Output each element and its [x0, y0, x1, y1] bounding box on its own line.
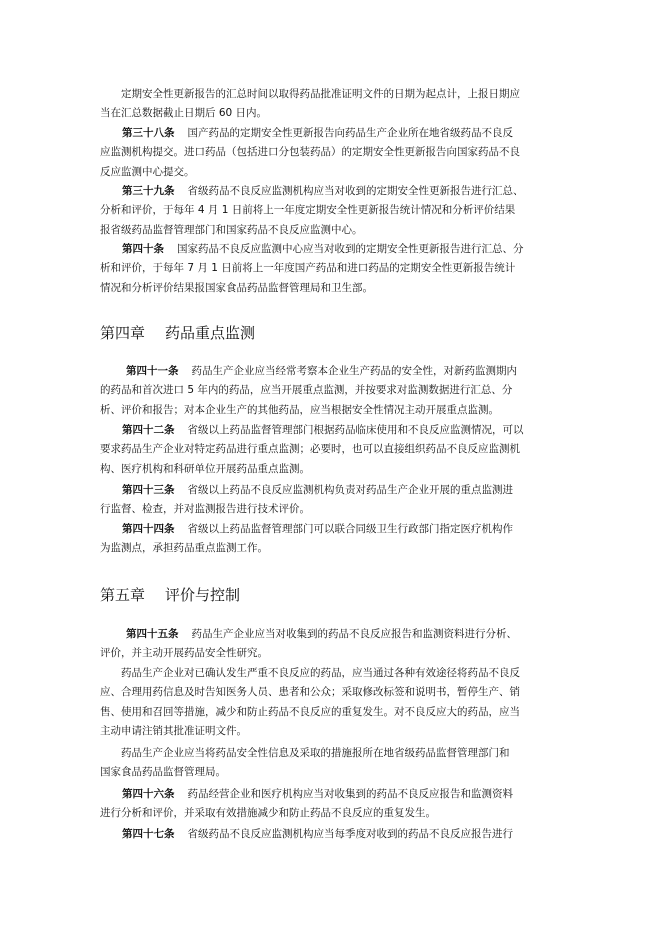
- text-line: 应监测机构提交。进口药品（包括进口分包装药品）的定期安全性更新报告向国家药品不良: [100, 146, 520, 159]
- article-43: [100, 481, 565, 520]
- text-line: 定期安全性更新报告的汇总时间以取得药品批准证明文件的日期为起点计，上报日期应: [121, 88, 520, 100]
- text-line: 第四十五条 药品生产企业应当对收集到的药品不良反应报告和监测资料进行分析、: [126, 628, 517, 640]
- text-line: 第三十八条 国产药品的定期安全性更新报告向药品生产企业所在地省级药品不良反: [122, 127, 513, 139]
- text-line: 要求药品生产企业对特定药品进行重点监测；必要时，也可以直接组织药品不良反应监测机: [100, 443, 520, 456]
- article-47: [100, 825, 565, 844]
- text-line: 析、评价和报告；对本企业生产的其他药品，应当根据安全性情况主动开展重点监测。: [100, 403, 499, 416]
- paragraph-continued: [100, 85, 565, 124]
- article-label: 第四十二条: [122, 424, 175, 436]
- chapter-5-heading: [100, 584, 240, 605]
- text-line: 主动申请注销其批准证明文件。: [100, 724, 247, 737]
- text-line: 应、合理用药信息及时告知医务人员、患者和公众；采取修改标签和说明书，暂停生产、销: [100, 686, 520, 699]
- chapter-title: 药品重点监测: [165, 324, 256, 342]
- text-line: 第三十九条 省级药品不良反应监测机构应当对收到的定期安全性更新报告进行汇总、: [122, 185, 524, 197]
- article-label: 第四十三条: [122, 484, 175, 496]
- text-line: 进行分析和评价，并采取有效措施减少和防止药品不良反应的重复发生。: [100, 807, 436, 820]
- article-45-paragraph-2: [100, 664, 565, 741]
- text-line: 的药品和首次进口 5 年内的药品，应当开展重点监测，并按要求对监测数据进行汇总、分: [100, 384, 513, 397]
- text-line: 反应监测中心提交。: [100, 165, 195, 178]
- chapter-number: 第五章: [100, 586, 146, 604]
- text-line: 为监测点，承担药品重点监测工作。: [100, 542, 268, 555]
- article-42: [100, 421, 565, 479]
- text-line: 药品生产企业应当将药品安全性信息及采取的措施报所在地省级药品监督管理部门和: [121, 747, 510, 759]
- article-label: 第四十五条: [126, 628, 179, 640]
- chapter-number: 第四章: [100, 324, 146, 342]
- article-label: 第四十条: [122, 243, 164, 255]
- article-label: 第四十七条: [122, 828, 175, 840]
- text-line: 第四十三条 省级以上药品不良反应监测机构负责对药品生产企业开展的重点监测进: [122, 484, 513, 496]
- text-line: 第四十六条 药品经营企业和医疗机构应当对收集到的药品不良反应报告和监测资料: [122, 788, 513, 800]
- text-line: 评价，并主动开展药品安全性研究。: [100, 647, 268, 660]
- text-line: 分析和评价，于每年 4 月 1 日前将上一年度定期安全性更新报告统计情况和分析评价结果: [100, 204, 516, 217]
- text-line: 第四十七条 省级药品不良反应监测机构应当每季度对收到的药品不良反应报告进行: [122, 828, 513, 840]
- article-label: 第三十九条: [122, 185, 175, 197]
- article-45-paragraph-3: [100, 744, 565, 783]
- text-line: 国家食品药品监督管理局。: [100, 766, 226, 779]
- text-line: 第四十二条 省级以上药品监督管理部门根据药品临床使用和不良反应监测情况，可以: [122, 424, 524, 436]
- article-label: 第四十一条: [126, 365, 179, 377]
- text-line: 售、使用和召回等措施，减少和防止药品不良反应的重复发生。对不良反应大的药品，应当: [100, 705, 520, 718]
- chapter-4-heading: [100, 322, 255, 343]
- text-line: 当在汇总数据截止日期后 60 日内。: [100, 107, 268, 120]
- text-line: 报省级药品监督管理部门和国家药品不良反应监测中心。: [100, 223, 363, 236]
- article-45: [100, 625, 565, 664]
- article-label: 第三十八条: [122, 127, 175, 139]
- text-line: 行监督、检查，并对监测报告进行技术评价。: [100, 503, 310, 516]
- article-label: 第四十四条: [122, 523, 175, 535]
- text-line: 情况和分析评价结果报国家食品药品监督管理局和卫生部。: [100, 281, 373, 294]
- article-40: [100, 240, 565, 298]
- text-line: 第四十四条 省级以上药品监督管理部门可以联合同级卫生行政部门指定医疗机构作: [122, 523, 513, 535]
- article-label: 第四十六条: [122, 788, 175, 800]
- text-line: 构、医疗机构和科研单位开展药品重点监测。: [100, 462, 310, 475]
- text-line: 析和评价，于每年 7 月 1 日前将上一年度国产药品和进口药品的定期安全性更新报告统计: [100, 262, 516, 275]
- article-46: [100, 785, 565, 824]
- text-line: 第四十一条 药品生产企业应当经常考察本企业生产药品的安全性，对新药监测期内: [126, 365, 517, 377]
- article-39: [100, 182, 565, 240]
- text-line: 药品生产企业对已确认发生严重不良反应的药品，应当通过各种有效途径将药品不良反: [121, 667, 520, 679]
- text-line: 第四十条 国家药品不良反应监测中心应当对收到的定期安全性更新报告进行汇总、分: [122, 243, 524, 255]
- article-41: [100, 362, 565, 420]
- article-44: [100, 520, 565, 559]
- chapter-title: 评价与控制: [165, 586, 241, 604]
- article-38: [100, 124, 565, 182]
